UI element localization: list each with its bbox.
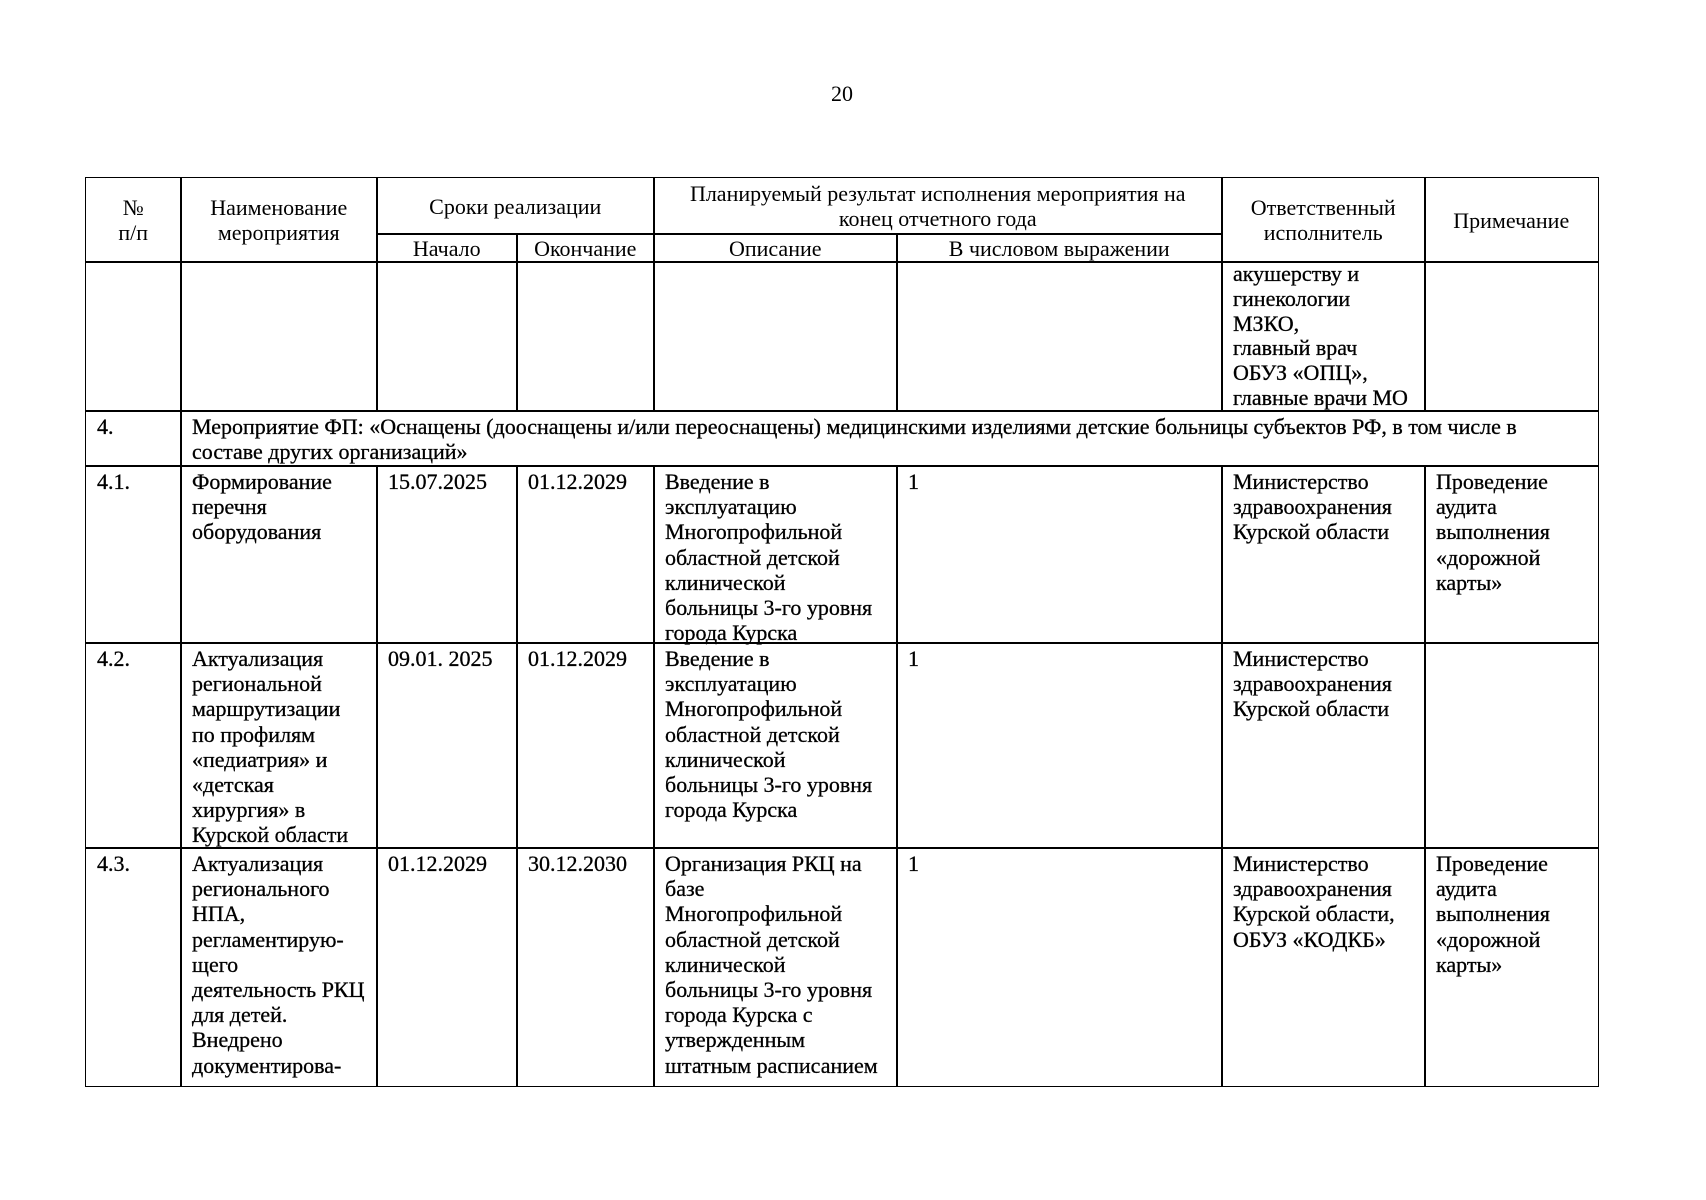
event-name: Актуализация региональной маршрутизации по профилям «педиатрия» и «детская хирургия» в Курской области — [180, 642, 378, 849]
page-number: 20 — [831, 81, 853, 106]
result-description: Введение в эксплуатацию Многопрофильной областной детской клинической больницы 3-го уровня города Курска — [653, 465, 898, 644]
column-header-terms-label: Сроки реализации — [429, 193, 602, 219]
section-title: Мероприятие ФП: «Оснащены (дооснащены и/или переоснащены) медицинскими изделиями детские больницы субъектов РФ, в том числе в составе других организаций» — [180, 410, 1599, 467]
event-name: Актуализация регионального НПА, регламентирую- щего деятельность РКЦ для детей. Внедрено документирова- — [180, 847, 378, 1087]
empty-cell — [1424, 261, 1599, 412]
column-header-start-label: Начало — [412, 235, 481, 261]
column-header-note — [1424, 177, 1599, 263]
column-header-number — [85, 177, 182, 263]
column-header-planned-result — [653, 177, 1223, 235]
responsible-executor: Министерство здравоохранения Курской области — [1221, 642, 1426, 849]
end-date: 01.12.2029 — [516, 642, 655, 849]
column-header-terms — [376, 177, 655, 235]
column-header-numeric-label: В числовом выражении — [948, 235, 1170, 261]
start-date: 15.07.2025 — [376, 465, 518, 644]
section-number: 4. — [85, 410, 182, 467]
column-header-description-label: Описание — [728, 235, 822, 261]
column-header-name — [180, 177, 378, 263]
empty-cell — [85, 261, 182, 412]
empty-cell — [896, 261, 1223, 412]
column-header-start — [376, 233, 518, 263]
row-number: 4.2. — [85, 642, 182, 849]
result-numeric-value: 1 — [896, 847, 1223, 1087]
column-header-numeric — [896, 233, 1223, 263]
column-header-description — [653, 233, 898, 263]
column-header-number-label: № п/п — [118, 195, 149, 246]
empty-cell — [376, 261, 518, 412]
empty-cell — [516, 261, 655, 412]
end-date: 30.12.2030 — [516, 847, 655, 1087]
column-header-note-label: Примечание — [1453, 207, 1570, 233]
end-date: 01.12.2029 — [516, 465, 655, 644]
event-name: Формирование перечня оборудования — [180, 465, 378, 644]
responsible-executor: акушерству и гинекологии МЗКО, главный врач ОБУЗ «ОПЦ», главные врачи МО — [1221, 261, 1426, 412]
note: Проведение аудита выполнения «дорожной карты» — [1424, 847, 1599, 1087]
result-numeric-value: 1 — [896, 465, 1223, 644]
empty-cell — [653, 261, 898, 412]
empty-cell — [1424, 642, 1599, 849]
column-header-name-label: Наименование мероприятия — [210, 195, 348, 246]
responsible-executor: Министерство здравоохранения Курской области, ОБУЗ «КОДКБ» — [1221, 847, 1426, 1087]
column-header-responsible-label: Ответственный исполнитель — [1250, 195, 1396, 246]
result-numeric-value: 1 — [896, 642, 1223, 849]
start-date: 09.01. 2025 — [376, 642, 518, 849]
column-header-planned-result-label: Планируемый результат исполнения мероприятия на конец отчетного года — [689, 181, 1186, 232]
note: Проведение аудита выполнения «дорожной карты» — [1424, 465, 1599, 644]
row-number: 4.1. — [85, 465, 182, 644]
start-date: 01.12.2029 — [376, 847, 518, 1087]
result-description: Организация РКЦ на базе Многопрофильной областной детской клинической больницы 3-го уровня города Курска с утвержденным штатным расписанием — [653, 847, 898, 1087]
row-number: 4.3. — [85, 847, 182, 1087]
result-description: Введение в эксплуатацию Многопрофильной областной детской клинической больницы 3-го уровня города Курска — [653, 642, 898, 849]
responsible-executor: Министерство здравоохранения Курской области — [1221, 465, 1426, 644]
column-header-responsible — [1221, 177, 1426, 263]
column-header-end-label: Окончание — [534, 235, 637, 261]
empty-cell — [180, 261, 378, 412]
column-header-end — [516, 233, 655, 263]
